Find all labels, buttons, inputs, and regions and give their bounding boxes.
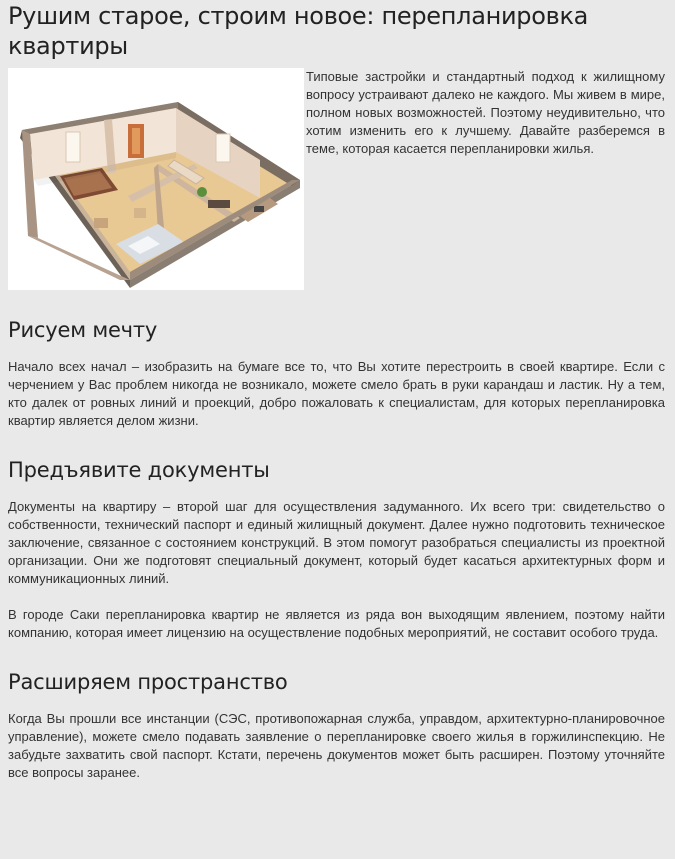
section-paragraph: Документы на квартиру – второй шаг для осуществления задуманного. Их всего три: свидетельство о собственности, технический паспорт и единый жилищный документ. Далее нужно подготовить техническое заключение, связанное с состоянием конструкций. В этом помогут разобраться специалисты из проектной организации. Они же подготовят специальный документ, который будет касаться архитектурных форм и коммуникационных линий.: [8, 499, 665, 586]
section-paragraph: Начало всех начал – изобразить на бумаге все то, что Вы хотите перестроить в своей квартире. Если с черчением у Вас проблем никогда не возникало, можете смело брать в руки карандаш и ластик. Ну а тем, кто далек от ровных линий и проекций, добро пожаловать к специалистам, для которых перепланировка квартир является делом жизни.: [8, 359, 665, 428]
apartment-3d-plan-image: [8, 68, 304, 290]
intro-paragraph: Типовые застройки и стандартный подход к жилищному вопросу устраивают далеко не каждого. Мы живем в мире, полном новых возможностей. Поэтому неудивительно, что хотим изменить его к лучшему. Давайте разберемся в теме, которая касается перепланировки жилья.: [306, 69, 665, 156]
section-expand-space: [8, 669, 665, 782]
section-heading: Предъявите документы: [8, 458, 270, 482]
section-draw-dream: [8, 317, 665, 430]
article: [8, 0, 665, 782]
article-title: Рушим старое, строим новое: перепланировка квартиры: [8, 2, 589, 60]
section-documents: [8, 457, 665, 642]
section-paragraph: Когда Вы прошли все инстанции (СЭС, противопожарная служба, управдом, архитектурно-планировочное управление), можете смело подавать заявление о перепланировке своего жилья в горжилинспекцию. Не забудьте захватить свой паспорт. Кстати, перечень документов может быть расширен. Поэтому уточняйте все вопросы заранее.: [8, 711, 665, 780]
article-intro: [8, 68, 665, 290]
section-heading: Расширяем пространство: [8, 670, 288, 694]
section-heading: Рисуем мечту: [8, 318, 158, 342]
section-paragraph: В городе Саки перепланировка квартир не является из ряда вон выходящим явлением, поэтому найти компанию, которая имеет лицензию на осуществление подобных мероприятий, не составит особого труда.: [8, 607, 665, 640]
